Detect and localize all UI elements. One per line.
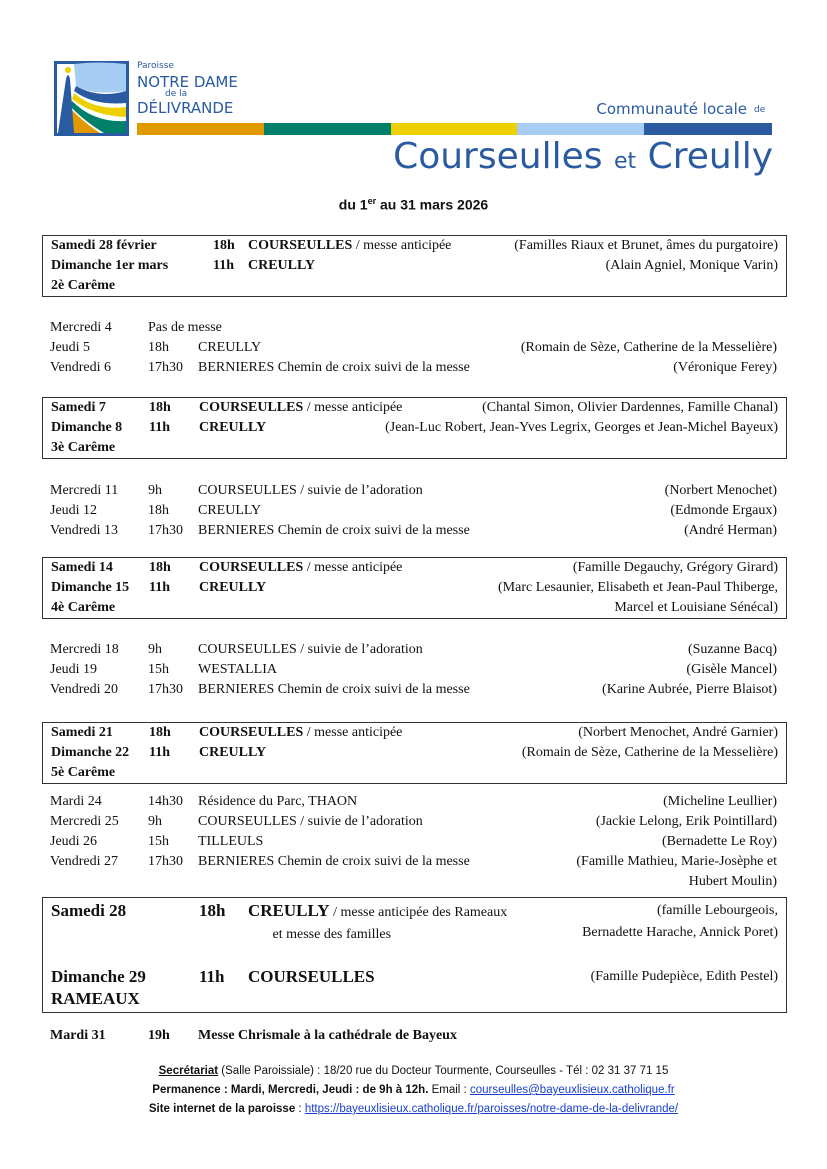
day-label: Vendredi 27 (50, 854, 119, 869)
logo-paroisse: Paroisse (137, 61, 174, 71)
schedule-row (43, 743, 786, 763)
communaute-label: Communauté locale (596, 100, 747, 118)
schedule-block (42, 792, 785, 892)
mass-intention: (Véronique Ferey) (673, 360, 777, 375)
schedule-row (43, 723, 786, 743)
day-label: Mercredi 11 (50, 483, 119, 498)
parish-logo (54, 61, 129, 136)
day-label: Jeudi 5 (50, 340, 91, 355)
schedule-row (42, 318, 785, 338)
mass-intention: (Familles Riaux et Brunet, âmes du purgatoire) (514, 238, 778, 253)
color-bar-blue (644, 123, 772, 135)
place-detail: COURSEULLES / suivie de l’adoration (198, 483, 423, 498)
day-label: Dimanche 1er mars (51, 258, 169, 273)
time-label: 15h (148, 834, 169, 849)
schedule-row (43, 276, 786, 296)
place-detail: / messe anticipée (303, 560, 403, 575)
place (199, 743, 266, 763)
period-sup: er (367, 196, 377, 206)
mass-intention: (Romain de Sèze, Catherine de la Messelière) (520, 340, 777, 355)
mass-intention: (André Herman) (684, 523, 777, 538)
time-label: 9h (148, 642, 162, 657)
schedule-row (43, 256, 786, 276)
schedule-row (43, 944, 786, 966)
day-label: Samedi 21 (51, 725, 113, 740)
mass-intention: (Karine Aubrée, Pierre Blaisot) (602, 682, 777, 697)
place (248, 236, 451, 256)
place-detail: COURSEULLES / suivie de l’adoration (198, 642, 423, 657)
time-label: 18h (199, 901, 226, 920)
place (199, 578, 266, 598)
time-label: 9h (148, 814, 162, 829)
day-label: Dimanche 29 (51, 967, 146, 986)
place (248, 900, 507, 924)
mass-intention: (famille Lebourgeois, (656, 903, 778, 918)
place (198, 521, 470, 541)
schedule-block (42, 397, 787, 459)
day-label: Vendredi 6 (50, 360, 112, 375)
schedule-block (42, 235, 787, 297)
day-label: Mercredi 18 (50, 642, 119, 657)
day-label: Vendredi 13 (50, 523, 119, 538)
time-label: 11h (149, 745, 171, 760)
place (198, 481, 423, 501)
schedule-row (43, 236, 786, 256)
time-label: 17h30 (148, 854, 183, 869)
mass-intention: (Bernadette Le Roy) (661, 834, 777, 849)
day-label: Mardi 24 (50, 794, 102, 809)
place (198, 792, 357, 812)
place-detail: / messe anticipée (303, 725, 403, 740)
day-label: Mardi 31 (50, 1028, 106, 1043)
period-title (0, 196, 827, 213)
place-detail: / messe anticipée (352, 238, 452, 253)
time-label: 11h (149, 580, 171, 595)
time-label: 11h (199, 967, 225, 986)
time-label: 18h (149, 725, 171, 740)
title-et: et (613, 149, 637, 174)
place-name: CREULLY (199, 580, 267, 595)
place-name: COURSEULLES (248, 238, 353, 253)
place (199, 398, 402, 418)
time-label: 18h (148, 503, 169, 518)
time-label: 11h (149, 420, 171, 435)
mass-intention: (Romain de Sèze, Catherine de la Messelière) (521, 745, 778, 760)
place (198, 832, 263, 852)
place-detail: Résidence du Parc, THAON (198, 794, 358, 809)
mass-intention: (Jackie Lelong, Erik Pointillard) (595, 814, 777, 829)
footer (0, 1062, 827, 1119)
day-label: 3è Carême (51, 440, 116, 455)
mass-intention: (Famille Pudepièce, Edith Pestel) (590, 969, 778, 984)
schedule-row (43, 558, 786, 578)
communaute-de: de (754, 105, 766, 115)
place-name: CREULLY (248, 258, 316, 273)
mass-intention: (Norbert Menochet) (664, 483, 777, 498)
mass-intention: (Micheline Leullier) (663, 794, 777, 809)
place (248, 966, 375, 990)
footer-secretariat (0, 1062, 827, 1081)
day-label: Mercredi 25 (50, 814, 119, 829)
time-label: 19h (148, 1028, 170, 1043)
site-label: Site internet de la paroisse (148, 1103, 296, 1115)
schedule-block (42, 640, 785, 700)
place (198, 680, 470, 700)
schedule-block (42, 318, 785, 378)
place (198, 1026, 457, 1046)
schedule-row (43, 418, 786, 438)
mass-intention: (Norbert Menochet, André Garnier) (578, 725, 778, 740)
place-detail: BERNIERES Chemin de croix suivi de la messe (198, 682, 470, 697)
schedule-row (42, 832, 785, 852)
day-label: 2è Carême (51, 278, 116, 293)
title-courseulles: Courseulles (393, 136, 603, 177)
day-label: Dimanche 8 (51, 420, 123, 435)
schedule-row (42, 852, 785, 872)
place-name: COURSEULLES (199, 560, 304, 575)
place (199, 558, 402, 578)
place-detail: WESTALLIA (198, 662, 277, 677)
schedule-row (43, 763, 786, 783)
color-bar-yellow (391, 123, 517, 135)
email-label: Email : (428, 1084, 470, 1096)
place-name: COURSEULLES (248, 967, 375, 986)
day-label: Jeudi 19 (50, 662, 98, 677)
place-name: CREULLY (199, 420, 267, 435)
place-detail: et messe des familles (248, 927, 392, 942)
time-label: 17h30 (148, 682, 183, 697)
schedule-row (42, 1026, 785, 1046)
mass-intention: (Chantal Simon, Olivier Dardennes, Famille Chanal) (482, 400, 778, 415)
day-label: Mercredi 4 (50, 320, 112, 335)
logo-delivrande: DÉLIVRANDE (137, 99, 234, 117)
place (198, 501, 261, 521)
place (198, 812, 423, 832)
place-detail: / messe anticipée des Rameaux (329, 905, 508, 920)
place (248, 256, 315, 276)
schedule-row (42, 660, 785, 680)
place-detail: TILLEULS (198, 834, 264, 849)
mass-intention: Marcel et Louisiane Sénécal) (614, 600, 778, 615)
place-detail: BERNIERES Chemin de croix suivi de la messe (198, 854, 470, 869)
schedule-row (42, 481, 785, 501)
place-name: Messe Chrismale à la cathédrale de Bayeux (198, 1028, 457, 1043)
time-label: 17h30 (148, 523, 183, 538)
logo-notre-dame: NOTRE DAME (137, 73, 238, 91)
period-prefix: du 1 (338, 196, 368, 213)
footer-permanence (0, 1081, 827, 1100)
mass-intention: (Jean-Luc Robert, Jean-Yves Legrix, Georges et Jean-Michel Bayeux) (385, 420, 778, 435)
schedule-row (42, 872, 785, 892)
schedule-row (43, 988, 786, 1010)
time-label: 15h (148, 662, 169, 677)
email-link[interactable]: courseulles@bayeuxlisieux.catholique.fr (469, 1084, 675, 1096)
site-sep: : (295, 1103, 305, 1115)
schedule-row (43, 578, 786, 598)
time-label: 11h (213, 258, 235, 273)
schedule-row (42, 792, 785, 812)
place-name: CREULLY (199, 745, 267, 760)
day-label: Samedi 28 (51, 901, 127, 920)
schedule-row (42, 640, 785, 660)
day-label: 4è Carême (51, 600, 116, 615)
time-label: 18h (149, 560, 171, 575)
mass-intention: (Marc Lesaunier, Elisabeth et Jean-Paul Thiberge, (498, 580, 778, 595)
mass-intention: (Gisèle Mancel) (686, 662, 777, 677)
secretariat-address: (Salle Paroissiale) : 18/20 rue du Docteur Tourmente, Courseulles - Tél : 02 31 37 71 15 (218, 1065, 669, 1077)
place-detail: COURSEULLES / suivie de l’adoration (198, 814, 423, 829)
permanence-hours: Permanence : Mardi, Mercredi, Jeudi : de 9h à 12h. (152, 1084, 429, 1096)
period-suffix: au 31 mars 2026 (376, 196, 489, 213)
day-label: Samedi 7 (51, 400, 106, 415)
place-detail: BERNIERES Chemin de croix suivi de la messe (198, 360, 470, 375)
mass-intention: (Famille Degauchy, Grégory Girard) (572, 560, 778, 575)
schedule-row (42, 680, 785, 700)
place (198, 640, 423, 660)
place-detail: / messe anticipée (303, 400, 403, 415)
time-label: 9h (148, 483, 162, 498)
time-label: 18h (149, 400, 171, 415)
secretariat-label: Secrétariat (158, 1065, 219, 1077)
day-label: Dimanche 15 (51, 580, 130, 595)
day-label: RAMEAUX (51, 989, 140, 1008)
place (199, 418, 266, 438)
footer-site (0, 1100, 827, 1119)
mass-intention: (Edmonde Ergaux) (670, 503, 777, 518)
schedule-row (43, 966, 786, 988)
schedule-row (43, 900, 786, 922)
place (199, 723, 402, 743)
place-detail: CREULLY (198, 340, 262, 355)
schedule-row (43, 398, 786, 418)
mass-intention: (Alain Agniel, Monique Varin) (605, 258, 778, 273)
time-label: Pas de messe (148, 320, 222, 335)
mass-intention: (Suzanne Bacq) (687, 642, 777, 657)
place-name: COURSEULLES (199, 400, 304, 415)
place (198, 852, 470, 872)
color-bar-orange (137, 123, 264, 135)
place-name: COURSEULLES (199, 725, 304, 740)
day-label: 5è Carême (51, 765, 116, 780)
schedule-row (42, 521, 785, 541)
mass-intention: Bernadette Harache, Annick Poret) (582, 925, 778, 940)
schedule-row (43, 438, 786, 458)
place (198, 358, 470, 378)
place (198, 660, 277, 680)
schedule-row (43, 922, 786, 944)
day-label: Jeudi 26 (50, 834, 98, 849)
place-detail: CREULLY (198, 503, 262, 518)
mass-intention: (Famille Mathieu, Marie-Josèphe et (576, 854, 777, 869)
place-name: CREULLY (248, 901, 330, 920)
schedule-row (42, 338, 785, 358)
time-label: 18h (213, 238, 235, 253)
site-link[interactable]: https://bayeuxlisieux.catholique.fr/paroisses/notre-dame-de-la-delivrande/ (304, 1103, 679, 1115)
community-title (393, 136, 773, 177)
day-label: Samedi 14 (51, 560, 113, 575)
schedule-row (42, 501, 785, 521)
schedule-row (42, 358, 785, 378)
schedule-block (42, 897, 787, 1013)
schedule-row (42, 812, 785, 832)
color-bar-green (264, 123, 391, 135)
schedule-block (42, 1026, 785, 1046)
schedule-block (42, 557, 787, 619)
time-label: 18h (148, 340, 169, 355)
mass-intention: Hubert Moulin) (688, 874, 777, 889)
time-label: 14h30 (148, 794, 183, 809)
place (198, 338, 261, 358)
schedule-block (42, 481, 785, 541)
day-label: Samedi 28 février (51, 238, 157, 253)
time-label: 17h30 (148, 360, 183, 375)
place-detail: BERNIERES Chemin de croix suivi de la messe (198, 523, 470, 538)
day-label: Vendredi 20 (50, 682, 119, 697)
place (248, 922, 391, 946)
day-label: Jeudi 12 (50, 503, 98, 518)
color-bar-lightblue (517, 123, 644, 135)
day-label: Dimanche 22 (51, 745, 130, 760)
schedule-row (43, 598, 786, 618)
schedule-block (42, 722, 787, 784)
title-creully: Creully (647, 136, 773, 177)
logo-de-la: de la (165, 89, 188, 99)
